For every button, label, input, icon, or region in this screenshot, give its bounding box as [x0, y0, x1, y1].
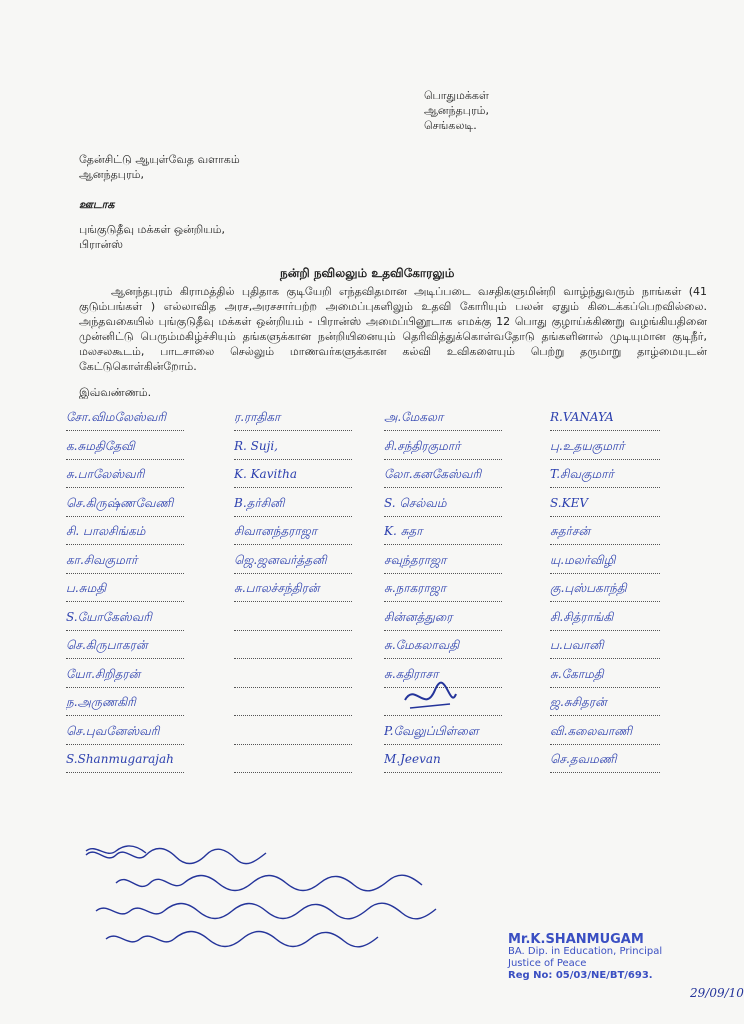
signature-entry: லோ.கனகேஸ்வரி	[384, 465, 502, 488]
recipient-line: ஆனந்தபுரம்,	[79, 168, 145, 181]
signature-scribble-icon	[400, 680, 460, 716]
signature-list	[66, 408, 696, 788]
signature-entry: செ.புவனேஸ்வரி	[66, 722, 184, 745]
signature-entry: சு.மேகலாவதி	[384, 636, 502, 659]
signature-entry: ப.பவானி	[550, 636, 660, 659]
signature-entry: கு.புஸ்பகாந்தி	[550, 579, 660, 602]
letter-title: நன்றி நவிலலும் உதவிகோரலும்	[280, 266, 455, 280]
signature-entry: க.சுமதிதேவி	[66, 437, 184, 460]
signature-entry	[234, 722, 352, 745]
stamp-name: Mr.K.SHANMUGAM	[508, 932, 644, 947]
sender-line: செங்கலடி.	[424, 119, 477, 132]
signature-entry	[234, 750, 352, 773]
signature-entry: R.VANAYA	[550, 408, 660, 431]
stamp-registration: Reg No: 05/03/NE/BT/693.	[508, 970, 653, 981]
official-stamp	[508, 934, 688, 982]
signature-entry: S.KEV	[550, 494, 660, 517]
sender-line: பொதுமக்கள்	[424, 89, 489, 102]
signature-entry: சு.நாகராஜா	[384, 579, 502, 602]
signature-entry: ப.சுமதி	[66, 579, 184, 602]
signature-entry: சு.கதிராசா	[384, 665, 502, 688]
signature-entry: செ.கிருஷ்ணவேணி	[66, 494, 184, 517]
signature-entry: சி.சந்திரகுமார்	[384, 437, 502, 460]
signature-entry: ர.ராதிகா	[234, 408, 352, 431]
signature-entry: சு.பாலச்சந்திரன்	[234, 579, 352, 602]
via-org-line: பிரான்ஸ்	[79, 238, 123, 251]
signature-entry: சிவானந்தராஜா	[234, 522, 352, 545]
signature-entry: சவுந்தராஜா	[384, 551, 502, 574]
via-organisation	[79, 222, 225, 252]
signature-entry: சு.பாலேஸ்வரி	[66, 465, 184, 488]
signature-entry: M.Jeevan	[384, 750, 502, 773]
via-label: ஊடாக	[79, 198, 115, 211]
signature-entry	[234, 608, 352, 631]
signature-entry: செ.கிருபாகரன்	[66, 636, 184, 659]
signature-entry: சி.சித்ராங்கி	[550, 608, 660, 631]
signature-entry: சோ.விமலேஸ்வரி	[66, 408, 184, 431]
signature-entry: S.யோகேஸ்வரி	[66, 608, 184, 631]
recipient-line: தேன்சிட்டு ஆயுள்வேத வளாகம்	[79, 153, 240, 166]
signature-entry: அ.மேகலா	[384, 408, 502, 431]
signature-entry: யோ.சிறிதரன்	[66, 665, 184, 688]
letter-body: ஆனந்தபுரம் கிராமத்தில் புதிதாக குடியேறி எந்தவிதமான அடிப்படை வசதிகளுமின்றி வாழ்ந்துவரும் நாங்கள் (41 குடும்பங்கள் ) எல்லாவித அரச,அரசசார்பற்ற அமைப்புகளிலும் உதவி கோரியும் பலன் ஏதும் கிடைக்கப்பெறவில்லை. அந்தவகையில் புங்குடுதீவு மக்கள் ஒன்றியம் - பிரான்ஸ் அமைப்பினூடாக எமக்கு 12 பொது குழாய்க்கிணறு வழங்கியதினை முன்னிட்டு பெரும்மகிழ்ச்சியும் தங்களுக்கான நன்றியினையும் தெரிவித்துக்கொள்வதோடு தங்களினால் முடியுமான குடிநீர், மலசலகூடம், பாடசாலை செல்லும் மாணவர்களுக்கான கல்வி உவிகளையும் பெற்று தருமாறு தாழ்மையுடன் கேட்டுகொள்கின்றோம்.	[79, 285, 707, 373]
signature-entry: R. Suji,	[234, 437, 352, 460]
stamp-title: Justice of Peace	[508, 958, 587, 969]
signature-entry: K. Kavitha	[234, 465, 352, 488]
via-org-line: புங்குடுதீவு மக்கள் ஒன்றியம்,	[79, 223, 226, 236]
signature-entry: யு.மலர்விழி	[550, 551, 660, 574]
signature-entry: S. செல்வம்	[384, 494, 502, 517]
stamp-qualification: BA. Dip. in Education, Principal	[508, 946, 663, 957]
signature-entry: K. சுதா	[384, 522, 502, 545]
signature-entry: கா.சிவகுமார்	[66, 551, 184, 574]
signature-entry: செ.தவமணி	[550, 750, 660, 773]
signature-entry: பு.உதயகுமார்	[550, 437, 660, 460]
signature-entry: ந.அருணகிரி	[66, 693, 184, 716]
signature-entry: சின்னத்துரை	[384, 608, 502, 631]
signature-entry: வி.கலைவாணி	[550, 722, 660, 745]
signature-entry: B.தர்சினி	[234, 494, 352, 517]
recipient-address	[79, 152, 240, 182]
signature-entry: S.Shanmugarajah	[66, 750, 184, 773]
signature-entry	[234, 693, 352, 716]
signature-entry: ஜெ.ஜனவர்த்தனி	[234, 551, 352, 574]
signature-entry: P.வேலுப்பிள்ளை	[384, 722, 502, 745]
sender-line: ஆனந்தபுரம்,	[424, 104, 490, 117]
signature-date: 29/09/10	[690, 986, 744, 1000]
signature-entry	[234, 636, 352, 659]
sender-address	[424, 88, 489, 133]
signature-entry: சுதர்சன்	[550, 522, 660, 545]
closing-salutation: இவ்வண்ணம்.	[79, 386, 152, 399]
signature-entry: ஜ.சுசிதரன்	[550, 693, 660, 716]
signature-entry: சி. பாலசிங்கம்	[66, 522, 184, 545]
signature-entry: சு.கோமதி	[550, 665, 660, 688]
signature-entry	[234, 665, 352, 688]
signature-entry: T.சிவகுமார்	[550, 465, 660, 488]
